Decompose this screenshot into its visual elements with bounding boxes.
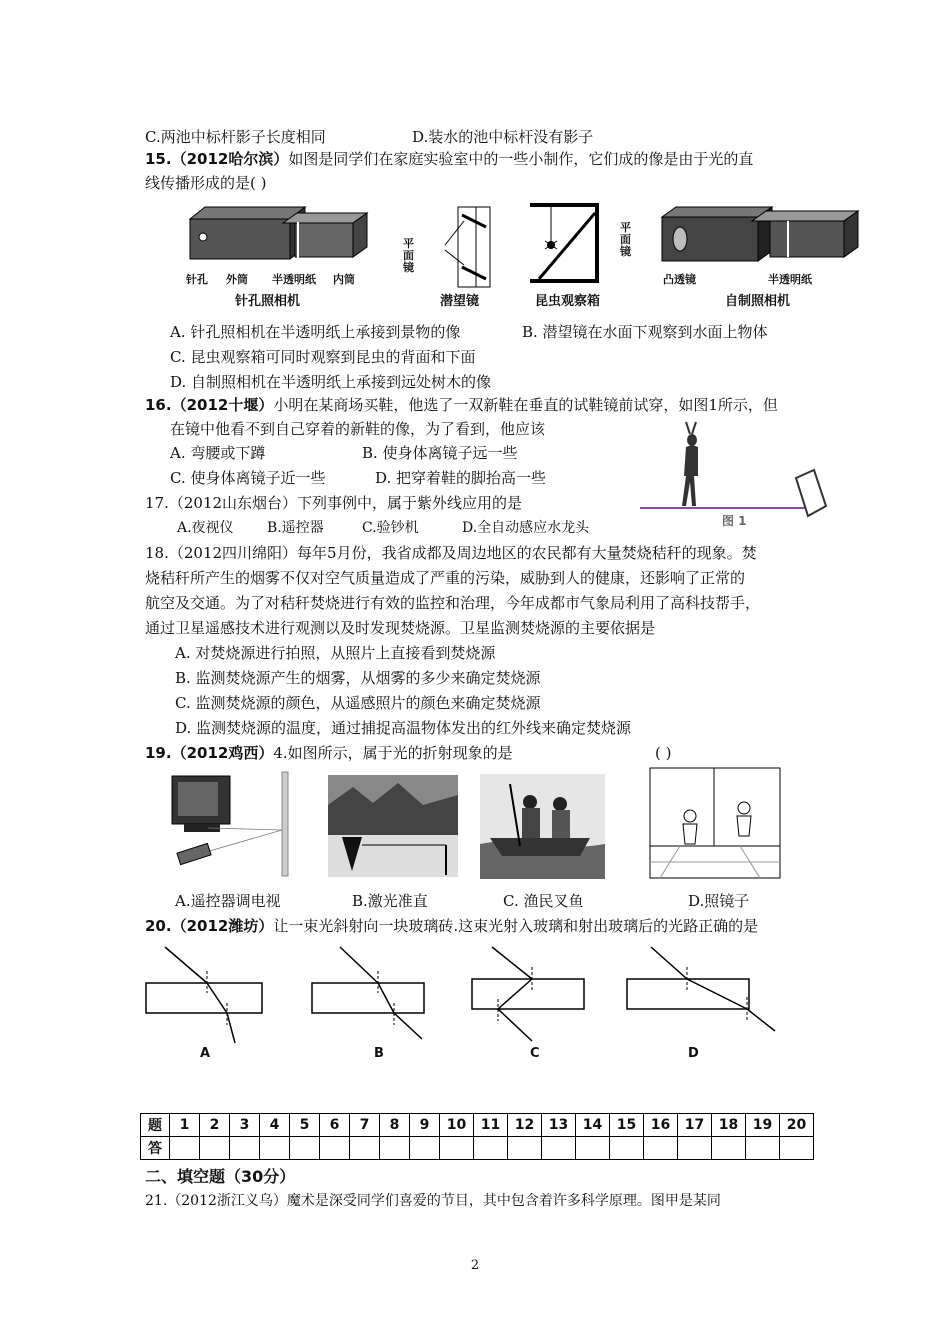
tv-remote-image [170,768,300,878]
answer-table-number: 14 [576,1114,610,1137]
q20-stem [145,916,758,936]
fisherman-image [480,774,605,879]
q15-option-d: D. 自制照相机在半透明纸上承接到远处树木的像 [170,373,492,391]
q15-stem-line2: 线传播形成的是( ) [145,174,267,192]
q18-line2: 烧秸秆所产生的烟雾不仅对空气质量造成了严重的污染，威胁到人的健康，还影响了正常的 [145,569,746,587]
answer-cell[interactable] [746,1137,780,1160]
q18-option-c: C. 监测焚烧源的颜色，从遥感照片的颜色来确定焚烧源 [175,694,541,712]
q19-option-c: C. 渔民叉鱼 [503,892,584,910]
answer-cell[interactable] [290,1137,320,1160]
q20-label-a: A [200,1046,211,1061]
q17-option-a: A.夜视仪 [177,520,234,536]
periscope-caption: 潜望镜 [440,294,480,309]
answer-table-number: 18 [712,1114,746,1137]
answer-cell[interactable] [644,1137,678,1160]
figure-1-caption: 图 1 [722,514,747,528]
answer-table [140,1113,814,1160]
camera-caption: 自制照相机 [725,294,791,309]
answer-table-number: 3 [230,1114,260,1137]
answer-table-number: 13 [542,1114,576,1137]
answer-table-number: 19 [746,1114,780,1137]
periscope-label: 平面镜 [403,237,414,274]
q15-option-c: C. 昆虫观察箱可同时观察到昆虫的背面和下面 [170,348,476,366]
insect-box-caption: 昆虫观察箱 [535,294,601,309]
q17-option-b: B.遥控器 [267,520,324,536]
insect-box-figure [527,203,607,283]
answer-table-answer-row [141,1137,814,1160]
q19-stem [145,743,513,763]
q17-option-d: D.全自动感应水龙头 [462,520,590,536]
q19-option-a: A.遥控器调电视 [175,892,281,910]
q16-option-b: B. 使身体离镜子远一些 [362,444,518,462]
answer-cell[interactable] [474,1137,508,1160]
laser-alignment-image [328,775,458,877]
q15-option-b: B. 潜望镜在水面下观察到水面上物体 [522,323,768,341]
q15-option-a: A. 针孔照相机在半透明纸上承接到景物的像 [170,323,461,341]
q19-option-b: B.激光准直 [352,892,428,910]
q15-source: （2012哈尔滨） [171,150,289,168]
answer-table-number: 11 [474,1114,508,1137]
answer-table-number: 16 [644,1114,678,1137]
q16-text: 小明在某商场买鞋，他选了一双新鞋在垂直的试鞋镜前试穿，如图1所示，但 [273,396,778,414]
q16-stem-line2: 在镜中他看不到自己穿着的新鞋的像，为了看到，他应该 [170,420,546,438]
pinhole-label-paper: 半透明纸 [272,273,316,286]
pinhole-caption: 针孔照相机 [235,294,301,309]
answer-cell[interactable] [260,1137,290,1160]
page-number: 2 [470,1258,480,1273]
answer-cell[interactable] [350,1137,380,1160]
answer-cell[interactable] [320,1137,350,1160]
q15-text: 如图是同学们在家庭实验室中的一些小制作，它们成的像是由于光的直 [288,150,754,168]
answer-table-number: 12 [508,1114,542,1137]
answer-table-number: 1 [170,1114,200,1137]
answer-table-number: 7 [350,1114,380,1137]
q18-line4: 通过卫星遥感技术进行观测以及时发现焚烧源。卫星监测焚烧源的主要依据是 [145,619,656,637]
q21-stem: 21.（2012浙江义乌）魔术是深受同学们喜爱的节目，其中包含着许多科学原理。图甲是某同 [145,1193,721,1209]
answer-cell[interactable] [410,1137,440,1160]
q20-text: 让一束光斜射向一块玻璃砖.这束光射入玻璃和射出玻璃后的光路正确的是 [273,917,759,935]
q20-source: （2012潍坊） [171,917,274,935]
glass-brick-diagram-d [625,945,780,1045]
q19-option-d: D.照镜子 [688,892,750,910]
q18-line3: 航空及交通。为了对秸秆焚烧进行有效的监控和治理，今年成都市气象局利用了高科技帮手， [145,594,761,612]
answer-cell[interactable] [610,1137,644,1160]
answer-table-number: 2 [200,1114,230,1137]
q14-option-c: C.两池中标杆影子长度相同 [145,128,326,146]
q16-option-c: C. 使身体离镜子近一些 [170,469,326,487]
answer-cell[interactable] [780,1137,814,1160]
glass-brick-diagram-c [470,945,590,1045]
answer-table-number: 20 [780,1114,814,1137]
camera-label-lens: 凸透镜 [663,273,696,286]
q15-stem-line1 [145,149,753,169]
q18-option-b: B. 监测焚烧源产生的烟雾，从烟雾的多少来确定焚烧源 [175,669,541,687]
q16-option-a: A. 弯腰或下蹲 [170,444,266,462]
homemade-camera-figure [660,205,865,267]
q20-number: 20. [145,917,172,935]
pinhole-label-pin: 针孔 [186,273,208,286]
camera-label-paper: 半透明纸 [768,273,812,286]
answer-table-number: 4 [260,1114,290,1137]
answer-table-head-question: 题 [141,1114,170,1137]
pinhole-camera-figure [185,205,375,270]
answer-table-number: 17 [678,1114,712,1137]
pinhole-label-inner: 内筒 [333,273,355,286]
q14-option-d: D.装水的池中标杆没有影子 [412,128,594,146]
answer-cell[interactable] [678,1137,712,1160]
pinhole-label-outer: 外筒 [226,273,248,286]
answer-cell[interactable] [380,1137,410,1160]
q18-option-a: A. 对焚烧源进行拍照，从照片上直接看到焚烧源 [175,644,496,662]
q18-option-d: D. 监测焚烧源的温度，通过捕捉高温物体发出的红外线来确定焚烧源 [175,719,632,737]
answer-cell[interactable] [200,1137,230,1160]
answer-cell[interactable] [170,1137,200,1160]
answer-table-number-row [141,1114,814,1137]
answer-table-number: 10 [440,1114,474,1137]
answer-cell[interactable] [576,1137,610,1160]
mirror-children-image [650,768,780,878]
answer-table-number: 9 [410,1114,440,1137]
q20-label-b: B [374,1046,384,1061]
q16-source: （2012十堰） [171,396,274,414]
answer-table-number: 5 [290,1114,320,1137]
q16-number: 16. [145,396,172,414]
answer-cell[interactable] [542,1137,576,1160]
q19-number: 19. [145,744,172,762]
answer-table-number: 6 [320,1114,350,1137]
q19-source: （2012鸡西） [171,744,274,762]
q18-line1: 18.（2012四川绵阳）每年5月份，我省成都及周边地区的农民都有大量焚烧秸秆的现象。焚 [145,544,757,562]
section-2-title: 二、填空题（30分） [145,1167,296,1186]
q17-stem: 17.（2012山东烟台）下列事例中，属于紫外线应用的是 [145,494,523,512]
answer-cell[interactable] [712,1137,746,1160]
q15-number: 15. [145,150,172,168]
q16-stem-line1 [145,395,778,415]
answer-cell[interactable] [230,1137,260,1160]
answer-table-number: 8 [380,1114,410,1137]
insect-box-label: 平面镜 [620,221,631,258]
answer-table-head-answer: 答 [141,1137,170,1160]
q17-option-c: C.验钞机 [362,520,419,536]
q20-label-d: D [688,1046,699,1061]
periscope-figure [450,205,510,290]
q16-option-d: D. 把穿着鞋的脚抬高一些 [375,469,547,487]
answer-cell[interactable] [440,1137,474,1160]
q19-text: 4.如图所示，属于光的折射现象的是 [273,744,513,762]
answer-cell[interactable] [508,1137,542,1160]
q19-answer-paren: ( ) [655,744,672,762]
glass-brick-diagram-b [310,945,430,1045]
answer-table-number: 15 [610,1114,644,1137]
q20-label-c: C [530,1046,540,1061]
glass-brick-diagram-a [145,945,265,1045]
